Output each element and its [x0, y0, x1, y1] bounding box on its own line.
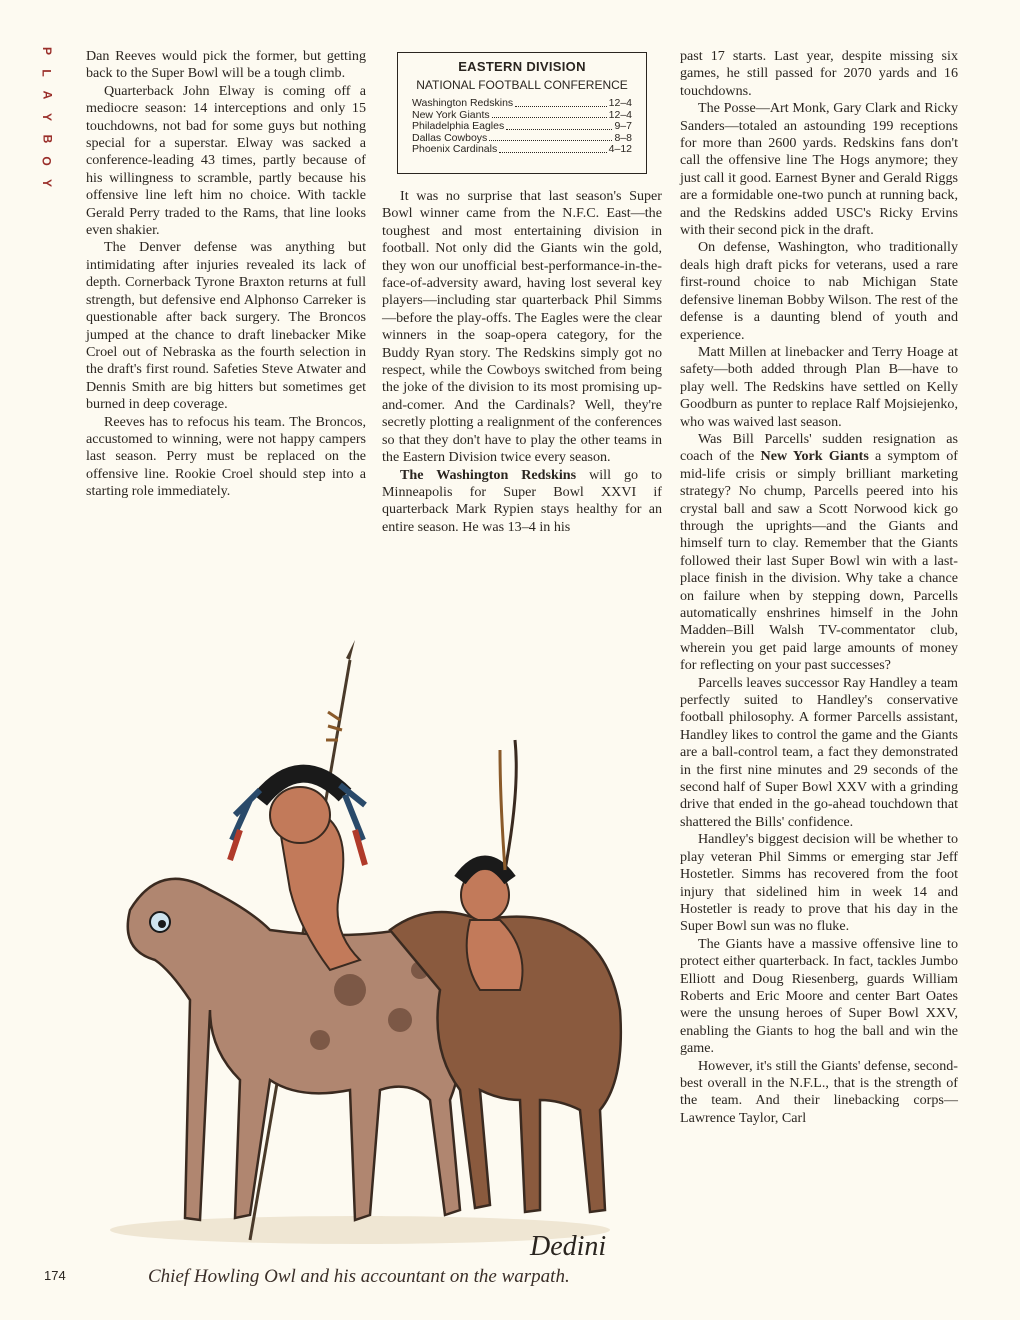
- paragraph-text: a symptom of mid-life crisis or simply brilliant marketing strategy? No chump, Parcells peered into his crystal ball and saw a Scott Norwood kick go through the uprights—and the Giants and himself turn to clay. Remember that the Giants followed their last Super Bowl win with a last-place finish in the division. Why take a chance on failure when by stepping down, Parcells automatically enshrines himself in the John Madden–Bill Walsh TV-commentator club, wherein you get paid large amounts of money for reflecting on your past successes?: [680, 448, 958, 674]
- sidebar-letter: P: [39, 46, 54, 56]
- standings-row: [398, 98, 646, 110]
- paragraph: On defense, Washington, who traditionally deals high draft picks for veterans, used a rare first-round choice to nab Michigan State defensive lineman Bobby Wilson. The rest of the defense is a daunting blend of youth and experience.: [680, 239, 958, 343]
- paragraph: Handley's biggest decision will be whether to play veteran Phil Simms or emerging star Jeff Hostetler. Simms has recovered from the foot injury that sidelined him in week 14 and Hostetler is ready to prove that his day in the Super Bowl sun was no fluke.: [680, 831, 958, 935]
- standings-title: EASTERN DIVISION: [458, 59, 586, 74]
- sidebar-letter: A: [39, 90, 54, 100]
- team-name: Philadelphia Eagles: [412, 120, 505, 133]
- paragraph: Dan Reeves would pick the former, but getting back to the Super Bowl will be a tough climb.: [86, 48, 366, 82]
- paragraph: The Posse—Art Monk, Gary Clark and Ricky Sanders—totaled an astounding 199 receptions for more than 2600 yards. Redskins fans don't call the offensive line The Hogs anymore; they just call it good. Earnest Byner and Gerald Riggs are a formidable one-two punch at running back, and the Redskins added USC's Ricky Ervins with their second pick in the draft.: [680, 100, 958, 239]
- standings-row: [398, 144, 646, 156]
- team-record: 12–4: [608, 97, 632, 109]
- standings-subtitle: NATIONAL FOOTBALL CONFERENCE: [416, 78, 628, 92]
- leader-dots: [489, 133, 612, 142]
- sidebar-letter: Y: [39, 178, 54, 188]
- leader-dots: [515, 98, 606, 107]
- sidebar-letter: Y: [39, 112, 54, 122]
- team-name: Washington Redskins: [412, 97, 514, 109]
- sidebar-letter: O: [40, 156, 54, 166]
- team-name: New York Giants: [412, 108, 490, 121]
- team-record: 4–12: [608, 143, 632, 156]
- paragraph: It was no surprise that last season's Super Bowl winner came from the N.F.C. East—the toughest and most entertaining division in football. Not only did the Giants win the gold, they won our unofficial best-performance-in-the-face-of-adversity award, having lost several key players—including star quarterback Phil Simms—before the play-offs. The Eagles were the clear winners in the soap-opera category, for the Buddy Ryan story. The Redskins simply got no respect, while the Cowboys switched from being the joke of the division to its most promising up-and-comer. And the Cardinals? Well, they're secretly plotting a realignment of the conferences so that they don't have to play the other teams in the Eastern Division twice every season.: [382, 188, 662, 466]
- paragraph: Parcells leaves successor Ray Handley a team perfectly suited to Handley's conservative football philosophy. A former Parcells assistant, Handley likes to control the game and the Giants are a ball-control team, a fact they demonstrated in the first nine minutes and 29 seconds of the second half of Super Bowl XXV with a grinding drive that ended in the go-ahead touchdown that shattered the Bills' confidence.: [680, 674, 958, 830]
- paragraph: [680, 431, 958, 675]
- paragraph: Reeves has to refocus his team. The Broncos, accustomed to winning, were not happy campers last season. Perry must be replaced on the offensive line. Rookie Croel should step into a starting role immediately.: [86, 413, 366, 500]
- standings-box: [397, 52, 647, 174]
- article-column-1: [86, 48, 366, 501]
- team-name: Phoenix Cardinals: [412, 143, 498, 156]
- illustration-caption: Chief Howling Owl and his accountant on the warpath.: [148, 1266, 570, 1287]
- sidebar-letter: B: [39, 134, 54, 144]
- leader-dots: [506, 121, 612, 130]
- paragraph: past 17 starts. Last year, despite missing six games, he still passed for 2070 yards and 16 touchdowns.: [680, 48, 958, 99]
- team-record: 8–8: [614, 131, 632, 144]
- article-column-3: [680, 48, 958, 1127]
- paragraph: Matt Millen at linebacker and Terry Hoage at safety—both added through Plan B—have to play well. The Redskins have settled on Kelly Goodburn as punter to replace Ralf Mojsiejenko, who was waived last season.: [680, 343, 958, 430]
- paragraph: The Denver defense was anything but intimidating after injuries revealed its lack of depth. Cornerback Tyrone Braxton returns at full strength, but defensive end Alphonso Carreker is questionable after back surgery. The Broncos jumped at the chance to draft linebacker Mike Croel out of Nebraska as the fourth selection in the draft's first round. Safeties Steve Atwater and Dennis Smith are big hitters but sometimes get burned in deep coverage.: [86, 239, 366, 413]
- page-number: 174: [44, 1268, 66, 1283]
- paragraph: The Giants have a massive offensive line to protect either quarterback. In fact, tackles Jumbo Elliott and Doug Riesenberg, guards William Roberts and Eric Moore and center Bart Oates were the unsung heroes of Super Bowl XXV, enabling the Giants to hog the ball and win the game.: [680, 935, 958, 1057]
- cartoon-illustration: [100, 630, 640, 1280]
- paragraph: [382, 467, 662, 537]
- team-heading: New York Giants: [760, 448, 869, 465]
- leader-dots: [492, 110, 607, 119]
- team-heading: The Washington Redskins: [400, 466, 577, 483]
- sidebar-letter: L: [40, 69, 54, 77]
- magazine-name-vertical: [30, 40, 64, 194]
- leader-dots: [499, 144, 606, 153]
- paragraph-text: Was Bill Parcells' sudden resignation as coach of the: [680, 430, 958, 465]
- paragraph-text: will go to Minneapolis for Super Bowl XXVI if quarterback Mark Rypien stays healthy for an entire season. He was 13–4 in his: [382, 466, 662, 535]
- team-name: Dallas Cowboys: [412, 131, 488, 144]
- team-record: 12–4: [608, 108, 632, 121]
- team-record: 9–7: [614, 120, 632, 133]
- article-column-2: [382, 188, 662, 536]
- artist-signature: Dedini: [530, 1231, 607, 1262]
- paragraph: However, it's still the Giants' defense, second-best overall in the N.F.L., that is the strength of the team. And their linebacking corps—Lawrence Taylor, Carl: [680, 1057, 958, 1126]
- paragraph: Quarterback John Elway is coming off a mediocre season: 14 interceptions and only 15 touchdowns, not bad for some guys but nothing special for a superstar. Elway was sacked a conference-leading 43 times, partly because of his willingness to scramble, partly because his offensive line left him no choice. With tackle Gerald Perry traded to the Rams, that line looks even shakier.: [86, 82, 366, 239]
